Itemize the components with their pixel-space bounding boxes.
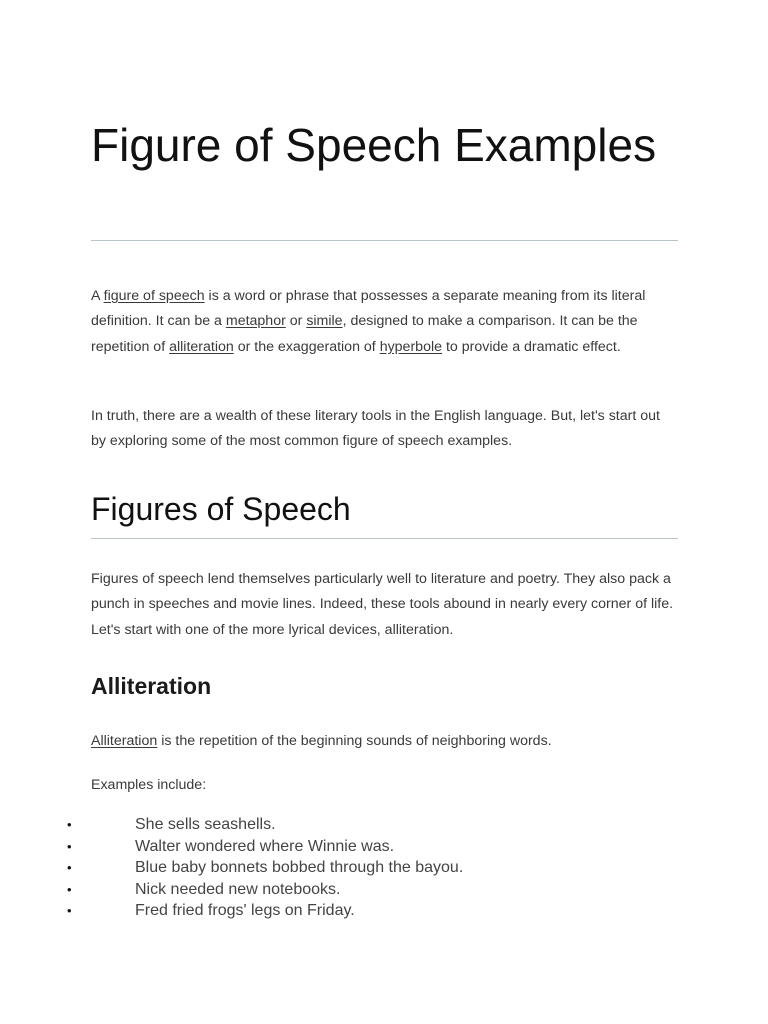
title-divider: [91, 240, 678, 241]
bullet-icon: •: [67, 838, 72, 854]
intro-text-6: to provide a dramatic effect.: [442, 338, 621, 355]
list-item: [0, 900, 768, 922]
hyperbole-link[interactable]: hyperbole: [379, 338, 443, 355]
list-item: [0, 879, 768, 901]
list-item: [0, 814, 768, 836]
intro-text-5: or the exaggeration of: [233, 338, 380, 355]
intro-paragraph-2: In truth, there are a wealth of these literary tools in the English language. But, let's start out by exploring some of the most common figure of speech examples.: [91, 408, 660, 450]
bullet-icon: •: [67, 860, 72, 876]
intro-paragraph: [91, 284, 678, 360]
alliteration-heading: Alliteration: [91, 673, 212, 699]
examples-label: Examples include:: [91, 777, 207, 793]
list-item-text: She sells seashells.: [135, 816, 276, 833]
bullet-icon: •: [67, 881, 72, 897]
list-item: [0, 836, 768, 858]
intro-text-3: or: [285, 313, 307, 330]
bullet-icon: •: [67, 903, 72, 919]
list-item-text: Fred fried frogs' legs on Friday.: [135, 902, 355, 920]
alliteration-definition-link[interactable]: Alliteration: [91, 733, 158, 749]
alliteration-link[interactable]: alliteration: [169, 338, 234, 355]
intro-text-4: , designed to make a comparison. It can be the repetition of: [91, 313, 638, 355]
intro-text-1: A: [91, 288, 104, 304]
simile-link[interactable]: simile: [306, 313, 343, 330]
list-item-text: Walter wondered where Winnie was.: [135, 837, 395, 855]
intro-text-2: is a word or phrase that possesses a separate meaning from its literal definition. It can be a: [91, 288, 646, 330]
section-paragraph: Figures of speech lend themselves particularly well to literature and poetry. They also pack a punch in speeches and movie lines. Indeed, these tools abound in nearly every corner of life. Let's start with one of the more lyrical devices, alliteration.: [91, 571, 674, 638]
metaphor-link[interactable]: metaphor: [225, 313, 286, 330]
alliteration-definition-text: is the repetition of the beginning sounds of neighboring words.: [157, 733, 552, 749]
list-item-text: Blue baby bonnets bobbed through the bayou.: [135, 859, 464, 877]
bullet-icon: •: [67, 817, 72, 832]
alliteration-definition: [91, 729, 678, 754]
list-item: [0, 857, 768, 879]
list-item-text: Nick needed new notebooks.: [135, 880, 341, 898]
examples-list: [0, 814, 768, 922]
section-divider: [91, 538, 678, 539]
page-title: Figure of Speech Examples: [91, 119, 657, 171]
figure-of-speech-link[interactable]: figure of speech: [103, 288, 205, 304]
section-heading: Figures of Speech: [91, 491, 351, 527]
